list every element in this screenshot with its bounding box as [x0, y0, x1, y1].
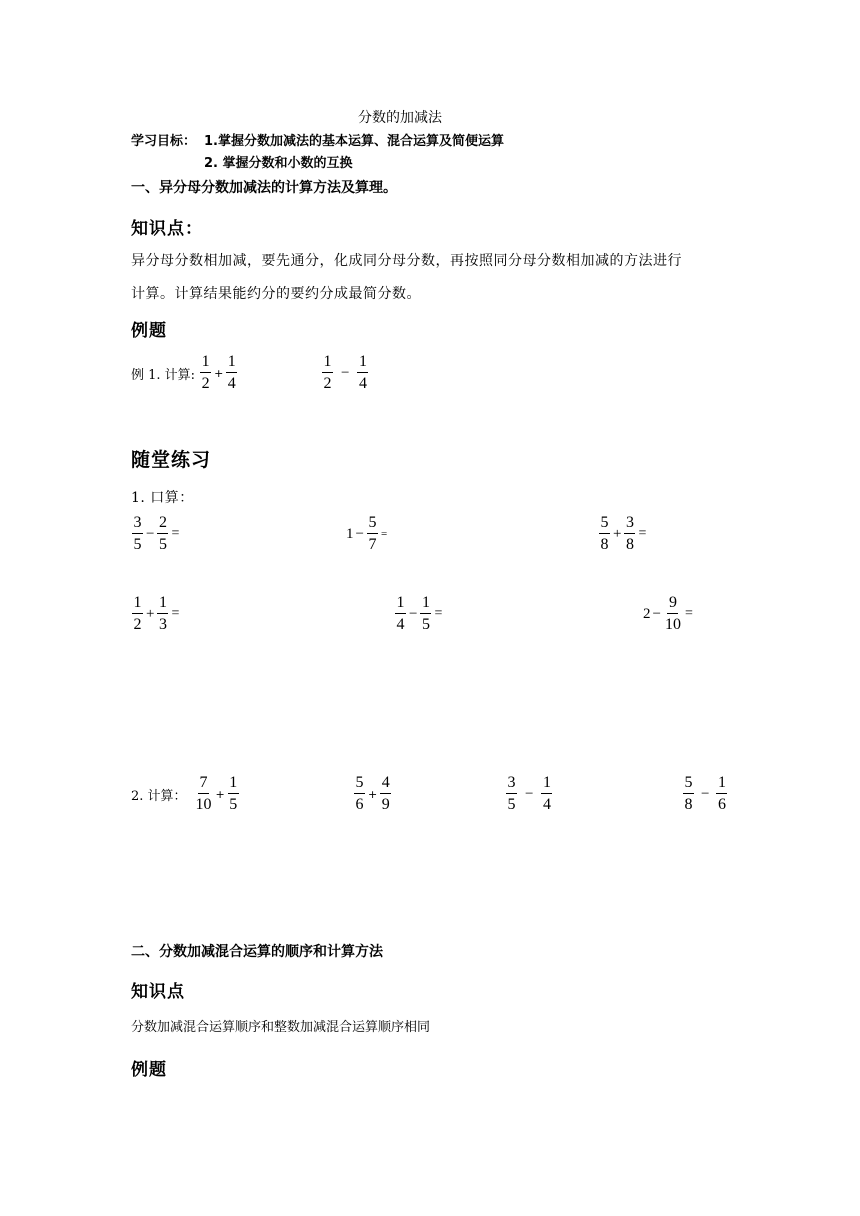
q1-item-1: $\frac{3}{5}$ − $\frac{2}{5}$ =	[133, 514, 180, 553]
section2-heading: 二、分数加减混合运算的顺序和计算方法	[131, 944, 383, 960]
section1-knowledge-text-2: 计算。计算结果能约分的要约分成最简分数。	[131, 286, 421, 302]
objective-2: 2. 掌握分数和小数的互换	[204, 156, 353, 171]
objectives-label: 学习目标：	[131, 134, 197, 149]
q1-item-3: $\frac{5}{8}$ + $\frac{3}{8}$ =	[600, 514, 647, 553]
q2-item-1: 2. 计算： $\frac{7}{10}$ + $\frac{1}{5}$	[131, 774, 238, 813]
section1-knowledge-heading: 知识点：	[131, 219, 203, 239]
section1-example-heading: 例题	[131, 321, 167, 341]
q2-label: 2. 计算：	[131, 788, 187, 804]
q2-item-3: $\frac{3}{5}$ − $\frac{1}{4}$	[507, 774, 551, 813]
section2-knowledge-text: 分数加减混合运算顺序和整数加减混合运算顺序相同	[131, 1020, 431, 1035]
section1-heading: 一、异分母分数加减法的计算方法及算理。	[131, 180, 397, 196]
q1-item-5: $\frac{1}{4}$ − $\frac{1}{5}$ =	[396, 594, 443, 633]
fraction: $\frac{1}{4}$	[227, 353, 236, 392]
fraction: $\frac{1}{2}$	[323, 353, 332, 392]
fraction: $\frac{1}{2}$	[201, 353, 210, 392]
section1-knowledge-text-1: 异分母分数相加减，要先通分，化成同分母分数，再按照同分母分数相加减的方法进行	[131, 253, 682, 269]
q1-item-2: 1 − $\frac{5}{7}$ =	[346, 514, 388, 553]
example-1-label: 例 1. 计算:	[131, 367, 196, 383]
section2-example-heading: 例题	[131, 1060, 167, 1080]
example-1b: $\frac{1}{2}$ − $\frac{1}{4}$	[323, 353, 367, 392]
example-1: 例 1. 计算: $\frac{1}{2}$ + $\frac{1}{4}$	[131, 353, 236, 392]
practice-heading: 随堂练习	[131, 449, 212, 471]
q1-item-6: 2 − $\frac{9}{10}$ =	[643, 594, 693, 633]
q2-item-2: $\frac{5}{6}$ + $\frac{4}{9}$	[355, 774, 390, 813]
fraction: $\frac{1}{4}$	[358, 353, 367, 392]
section2-knowledge-heading: 知识点	[131, 982, 185, 1002]
q1-label: 1. 口算：	[131, 490, 194, 506]
page-title: 分数的加减法	[358, 110, 442, 126]
objective-1: 1.掌握分数加减法的基本运算、混合运算及简便运算	[204, 134, 504, 149]
q2-item-4: $\frac{5}{8}$ − $\frac{1}{6}$	[684, 774, 726, 813]
q1-item-4: $\frac{1}{2}$ + $\frac{1}{3}$ =	[133, 594, 180, 633]
